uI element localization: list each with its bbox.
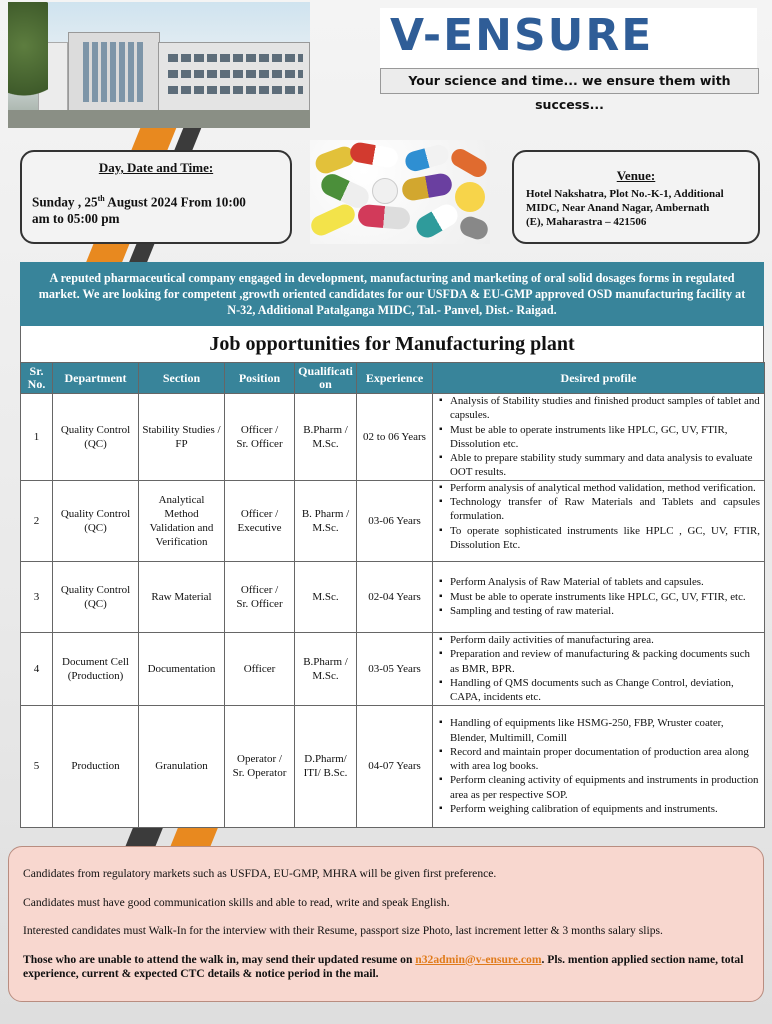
email-link[interactable]: n32admin@v-ensure.com [415,952,542,966]
venue-box [512,150,760,244]
table-header-row [21,363,765,394]
department-cell: Document Cell (Production) [53,632,139,705]
note-preference: Candidates from regulatory markets such as USFDA, EU-GMP, MHRA will be given first preference. [23,867,497,880]
department-cell: Quality Control (QC) [53,394,139,481]
col-position: Position [225,363,295,394]
profile-item: ▪ Handling of QMS documents such as Change Control, deviation, CAPA, incidents etc. [450,676,760,705]
capsules-photo [310,140,490,244]
col-profile: Desired profile [433,363,765,394]
col-department: Department [53,363,139,394]
table-row [21,561,765,632]
notes-box [8,846,764,1002]
date-time-box [20,150,292,244]
event-date: Sunday , 25th August 2024 From 10:00 am to 05:00 pm [32,194,246,227]
profile-item: ▪ Perform daily activities of manufacturing area. [450,633,760,647]
company-intro: A reputed pharmaceutical company engaged in development, manufacturing and marketing of oral solid dosages forms in regulated market. We are looking for competent ,growth oriented candidates for our USFDA & EU-GMP approved OSD manufacturing facility at N-32, Additional Patalganga MIDC, Tal.- Panvel, Dist.- Raigad. [20,262,764,326]
col-experience: Experience [357,363,433,394]
sr-cell: 2 [21,480,53,561]
profile-item: ▪ Perform Analysis of Raw Material of tablets and capsules. [450,575,760,589]
profile-cell [433,705,765,827]
profile-item: ▪ Perform weighing calibration of equipments and instruments. [450,802,760,816]
table-row [21,705,765,827]
profile-cell [433,632,765,705]
profile-item: ▪ Sampling and testing of raw material. [450,604,760,618]
experience-cell: 02 to 06 Years [357,394,433,481]
position-cell: Officer / Sr. Officer [225,394,295,481]
col-sr: Sr. No. [21,363,53,394]
venue-label: Venue: [616,168,656,183]
company-logo [380,8,757,68]
qualification-cell: B.Pharm / M.Sc. [295,632,357,705]
sr-cell: 5 [21,705,53,827]
profile-item: ▪ Technology transfer of Raw Materials and Tablets and capsules formulation. [450,495,760,524]
note-communication: Candidates must have good communication skills and able to read, write and speak English. [23,895,450,909]
section-cell: Raw Material [139,561,225,632]
profile-cell [433,561,765,632]
sr-cell: 4 [21,632,53,705]
profile-item: ▪ Perform cleaning activity of equipments and instruments in production area as per respective SOP. [450,773,760,802]
department-cell: Production [53,705,139,827]
table-row [21,632,765,705]
section-cell: Analytical Method Validation and Verification [139,480,225,561]
section-cell: Stability Studies / FP [139,394,225,481]
position-cell: Officer / Executive [225,480,295,561]
col-section: Section [139,363,225,394]
qualification-cell: D.Pharm/ ITI/ B.Sc. [295,705,357,827]
profile-cell [433,480,765,561]
experience-cell: 03-05 Years [357,632,433,705]
profile-item: ▪ Handling of equipments like HSMG-250, FBP, Wruster coater, Blender, Multimill, Comill [450,716,760,745]
position-cell: Officer / Sr. Officer [225,561,295,632]
experience-cell: 02-04 Years [357,561,433,632]
logo-text: V-ENSURE [390,10,654,61]
department-cell: Quality Control (QC) [53,561,139,632]
sr-cell: 1 [21,394,53,481]
profile-item: ▪ Must be able to operate instruments like HPLC, GC, UV, FTIR, Dissolution etc. [450,423,760,452]
jobs-table [20,362,765,828]
tagline: Your science and time... we ensure them with success... [380,68,759,94]
table-row [21,394,765,481]
jobs-title: Job opportunities for Manufacturing plant [20,326,764,362]
section-cell: Documentation [139,632,225,705]
profile-item: ▪ Record and maintain proper documentation of production area along with area log books. [450,745,760,774]
note-email: Those who are unable to attend the walk in, may send their updated resume on n32admin@v-ensure.com. Pls. mention applied section name, total experience, current & expected CTC details & notice period in the mail. [23,952,744,980]
datetime-label: Day, Date and Time: [98,160,214,175]
experience-cell: 03-06 Years [357,480,433,561]
qualification-cell: B. Pharm / M.Sc. [295,480,357,561]
col-qualification: Qualificati on [295,363,357,394]
qualification-cell: M.Sc. [295,561,357,632]
note-walkin: Interested candidates must Walk-In for the interview with their Resume, passport size Photo, last increment letter & 3 months salary slips. [23,924,663,937]
profile-item: ▪ Must be able to operate instruments like HPLC, GC, UV, FTIR, etc. [450,590,760,604]
profile-item: ▪ Able to prepare stability study summary and data analysis to evaluate OOT results. [450,451,760,480]
profile-item: ▪ To operate sophisticated instruments like HPLC , GC, UV, FTIR, Dissolution Etc. [450,524,760,553]
factory-building-photo [8,2,310,128]
section-cell: Granulation [139,705,225,827]
position-cell: Operator / Sr. Operator [225,705,295,827]
profile-cell [433,394,765,481]
sr-cell: 3 [21,561,53,632]
department-cell: Quality Control (QC) [53,480,139,561]
position-cell: Officer [225,632,295,705]
experience-cell: 04-07 Years [357,705,433,827]
profile-item: ▪ Analysis of Stability studies and finished product samples of tablet and capsules. [450,394,760,423]
table-row [21,480,765,561]
profile-item: ▪ Preparation and review of manufacturing & packing documents such as BMR, BPR. [450,647,760,676]
qualification-cell: B.Pharm / M.Sc. [295,394,357,481]
venue-address: Hotel Nakshatra, Plot No.-K-1, Additional MIDC, Near Anand Nagar, Ambernath (E), Maharastra – 421506 [526,188,724,228]
profile-item: ▪ Perform analysis of analytical method validation, method verification. [450,481,760,495]
